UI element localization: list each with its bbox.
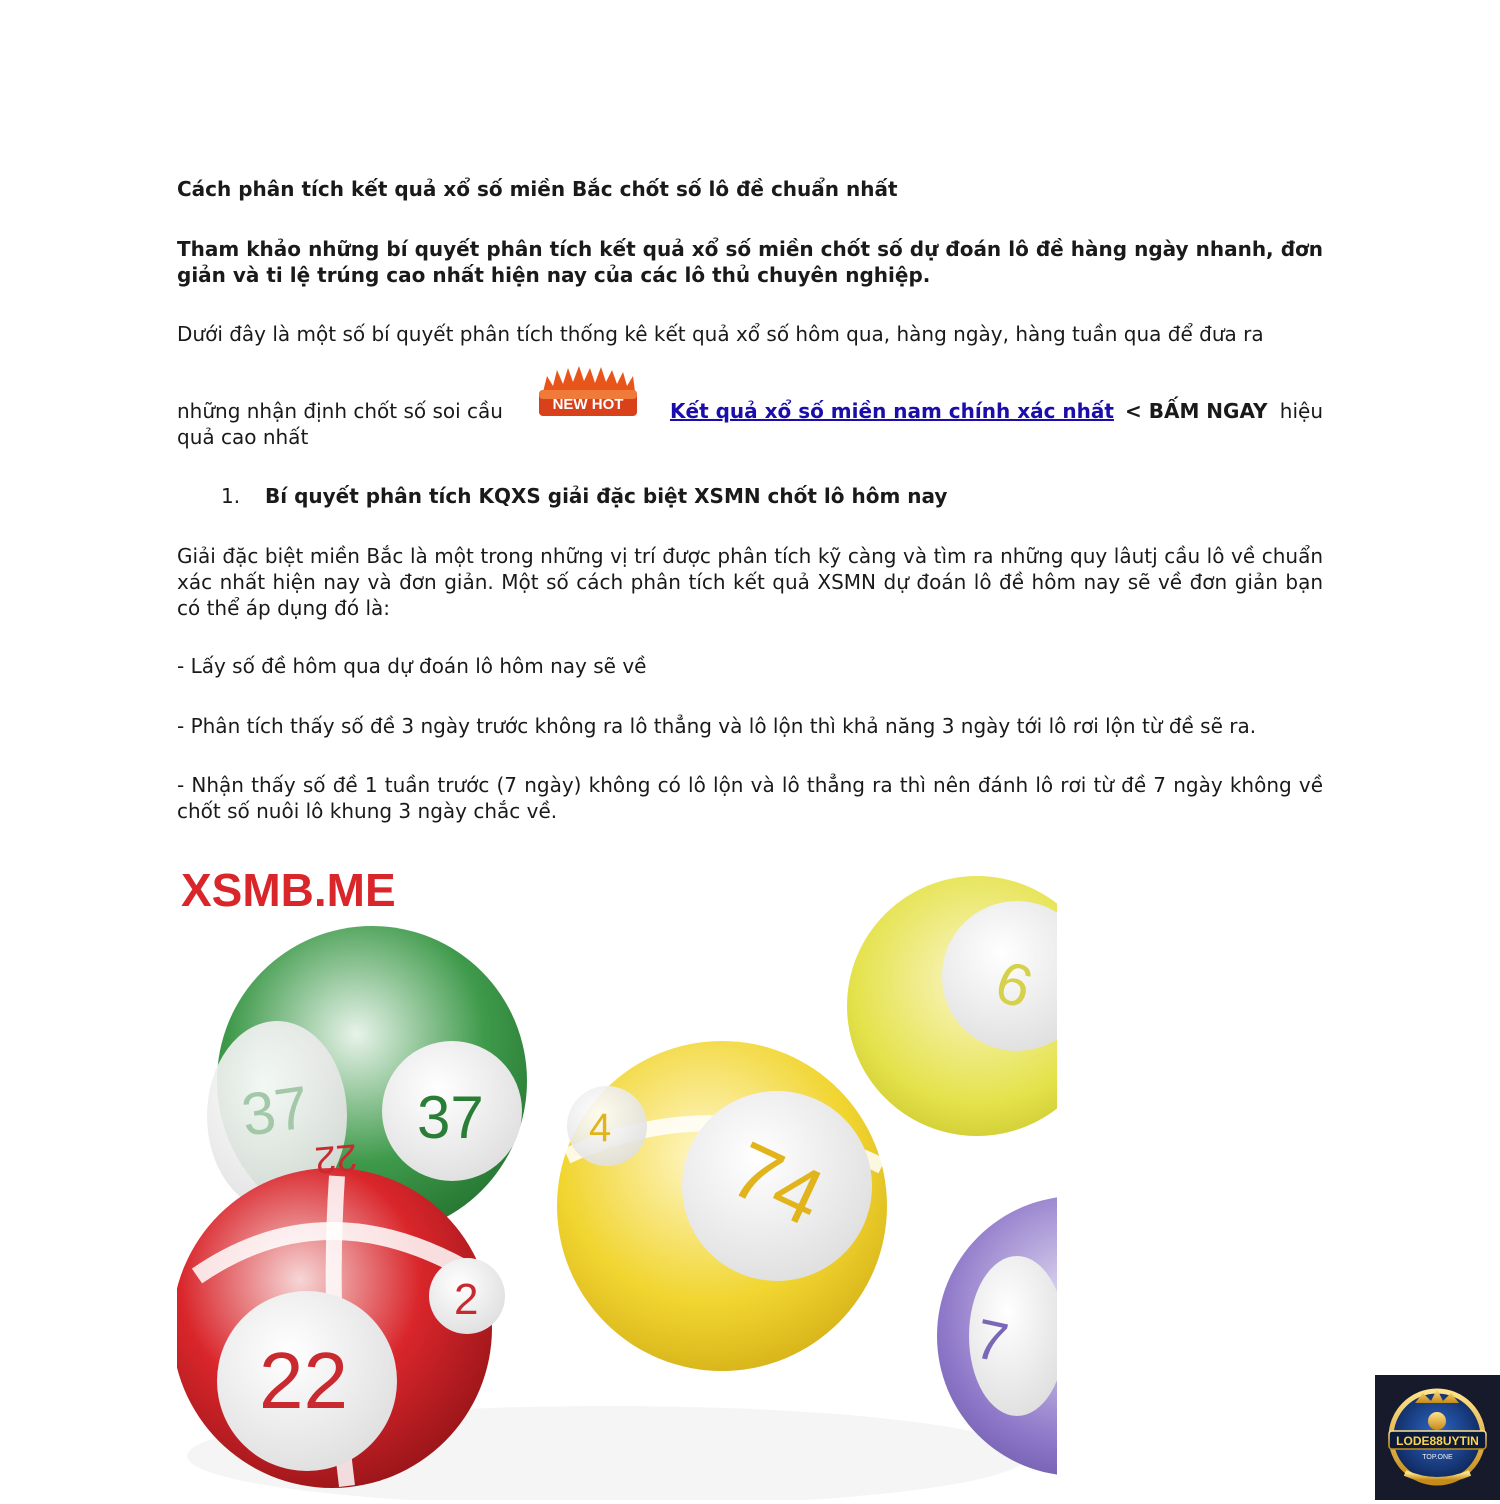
corner-logo[interactable] bbox=[1375, 1375, 1500, 1500]
bullet-paragraph: - Nhận thấy số đề 1 tuần trước (7 ngày) không có lô lộn và lô thẳng ra thì nên đánh lô rơi từ đề 7 ngày không về chốt số nuôi lô khung 3 ngày chắc về. bbox=[177, 773, 1323, 823]
ball-number: 37 bbox=[417, 1084, 484, 1151]
document-title: Cách phân tích kết quả xổ số miền Bắc chốt số lô đề chuẩn nhất bbox=[177, 177, 898, 201]
ball-number: 22 bbox=[259, 1336, 348, 1425]
promo-tail-text: hiệu bbox=[1279, 399, 1323, 423]
logo-subtext: TOP.ONE bbox=[1422, 1454, 1453, 1461]
ball-number: 7 bbox=[969, 1306, 1014, 1375]
ball-number: 2 bbox=[454, 1275, 479, 1324]
ball-number: 4 bbox=[589, 1106, 612, 1150]
bullet-paragraph: - Lấy số đề hôm qua dự đoán lô hôm nay sẽ về bbox=[177, 654, 647, 678]
ball-number: 37 bbox=[237, 1073, 313, 1149]
badge-label: NEW HOT bbox=[552, 396, 624, 413]
lottery-balls-photo bbox=[177, 856, 1057, 1500]
bullet-paragraph: - Phân tích thấy số đề 3 ngày trước không ra lô thẳng và lô lộn thì khả năng 3 ngày tới lô rơi lộn từ đề sẽ ra. bbox=[177, 714, 1257, 738]
body-paragraph: Giải đặc biệt miền Bắc là một trong những vị trí được phân tích kỹ càng và tìm ra những quy lâutj cầu lô về chuẩn xác nhất hiện nay và đơn giản. Một số cách phân tích kết quả XSMN dự đoán lô đề hôm nay sẽ về đơn giản bạn có thể áp dụng đó là: bbox=[177, 544, 1323, 620]
ball-number: 6 bbox=[986, 947, 1042, 1022]
cta-text: < BẤM NGAY bbox=[1125, 399, 1268, 423]
lottery-balls-illustration bbox=[177, 856, 1057, 1500]
promo-continuation-text: quả cao nhất bbox=[177, 425, 309, 449]
logo-text: LODE88UYTIN bbox=[1396, 1434, 1479, 1448]
promo-lead-text: những nhận định chốt số soi cầu bbox=[177, 399, 503, 423]
promo-line bbox=[177, 362, 1323, 452]
lead-paragraph: Tham khảo những bí quyết phân tích kết quả xổ số miền chốt số dự đoán lô đề hàng ngày nhanh, đơn giản và ti lệ trúng cao nhất hiện nay của các lô thủ chuyên nghiệp. bbox=[177, 237, 1323, 287]
intro-paragraph: Dưới đây là một số bí quyết phân tích thống kê kết quả xổ số hôm qua, hàng ngày, hàng tuần qua để đưa ra bbox=[177, 322, 1264, 346]
ball-number: 22 bbox=[313, 1135, 359, 1181]
section-title: Bí quyết phân tích KQXS giải đặc biệt XSMN chốt lô hôm nay bbox=[265, 484, 948, 508]
result-link[interactable]: Kết quả xổ số miền nam chính xác nhất bbox=[670, 399, 1114, 423]
ball-number: 74 bbox=[718, 1124, 837, 1243]
new-hot-badge-icon bbox=[535, 362, 641, 422]
section-number: 1. bbox=[221, 484, 241, 508]
photo-brand: XSMB.ME bbox=[181, 864, 396, 916]
lode88-logo-icon bbox=[1375, 1375, 1500, 1500]
